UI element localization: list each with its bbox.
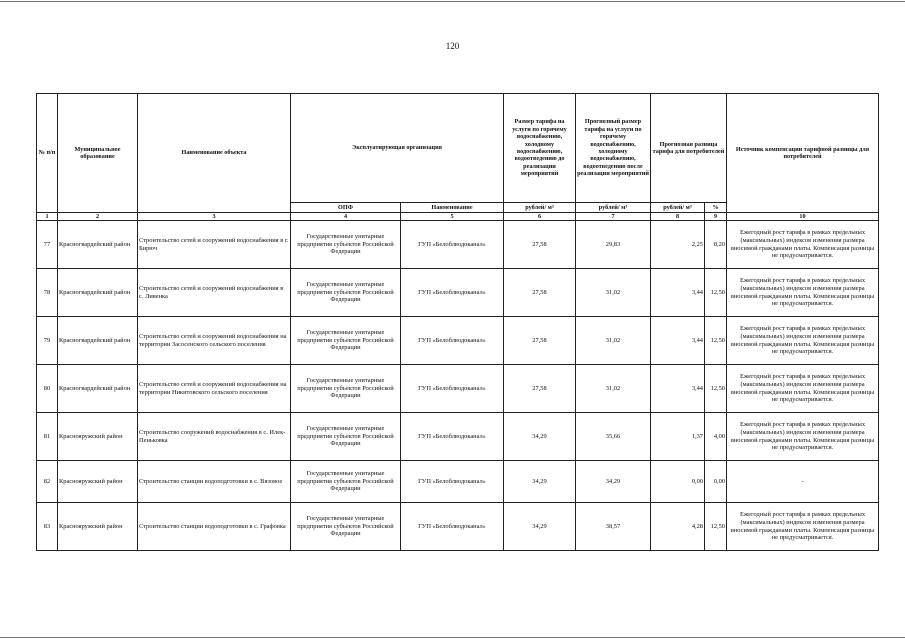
column-number-row xyxy=(37,213,879,221)
cell-municipality: Красногвардейский район xyxy=(58,269,138,317)
header-diff: Прогнозная разница тарифа для потребителей xyxy=(651,94,727,203)
cell-forecast: 31,02 xyxy=(576,269,651,317)
cell-no: 83 xyxy=(37,503,58,551)
cell-org: ГУП «Белоблводоканал» xyxy=(401,317,504,365)
cell-municipality: Краснояружский район xyxy=(58,503,138,551)
column-number: 6 xyxy=(504,213,576,221)
subheader-name: Наименование xyxy=(401,203,504,213)
cell-forecast: 31,02 xyxy=(576,317,651,365)
cell-tariff: 27,58 xyxy=(504,317,576,365)
header-no: № п/п xyxy=(37,94,58,213)
cell-tariff: 27,58 xyxy=(504,221,576,269)
cell-source: Ежегодный рост тарифа в рамках предельных (максимальных) индексов изменения размера вносимой гражданами платы. Компенсация разницы не предусматривается. xyxy=(727,365,879,413)
cell-tariff: 27,58 xyxy=(504,269,576,317)
cell-pct: 12,50 xyxy=(705,269,727,317)
cell-no: 80 xyxy=(37,365,58,413)
cell-tariff: 34,29 xyxy=(504,413,576,461)
cell-forecast: 31,02 xyxy=(576,365,651,413)
cell-tariff: 34,29 xyxy=(504,461,576,503)
cell-forecast: 35,66 xyxy=(576,413,651,461)
cell-opf: Государственные унитарные предприятия субъектов Российской Федерации xyxy=(291,413,401,461)
table-row xyxy=(37,365,879,413)
cell-diff: 0,00 xyxy=(651,461,705,503)
cell-diff: 1,37 xyxy=(651,413,705,461)
table-row xyxy=(37,413,879,461)
cell-object: Строительство станции водоподготовки в с. Вязовое xyxy=(138,461,291,503)
cell-diff: 4,28 xyxy=(651,503,705,551)
cell-opf: Государственные унитарные предприятия субъектов Российской Федерации xyxy=(291,269,401,317)
column-number: 3 xyxy=(138,213,291,221)
column-number: 9 xyxy=(705,213,727,221)
cell-org: ГУП «Белоблводоканал» xyxy=(401,365,504,413)
table-row xyxy=(37,461,879,503)
cell-pct: 12,50 xyxy=(705,365,727,413)
cell-org: ГУП «Белоблводоканал» xyxy=(401,503,504,551)
cell-source: Ежегодный рост тарифа в рамках предельных (максимальных) индексов изменения размера вносимой гражданами платы. Компенсация разницы не предусматривается. xyxy=(727,317,879,365)
cell-diff: 3,44 xyxy=(651,365,705,413)
cell-pct: 4,00 xyxy=(705,413,727,461)
cell-diff: 3,44 xyxy=(651,269,705,317)
cell-forecast: 29,83 xyxy=(576,221,651,269)
cell-source: Ежегодный рост тарифа в рамках предельных (максимальных) индексов изменения размера вносимой гражданами платы. Компенсация разницы не предусматривается. xyxy=(727,503,879,551)
cell-municipality: Красногвардейский район xyxy=(58,365,138,413)
cell-object: Строительство станции водоподготовки в с. Графовка xyxy=(138,503,291,551)
table-row xyxy=(37,269,879,317)
subheader-percent: % xyxy=(705,203,727,213)
cell-forecast: 34,29 xyxy=(576,461,651,503)
page-number: 120 xyxy=(445,41,460,51)
cell-tariff: 34,29 xyxy=(504,503,576,551)
cell-diff: 2,25 xyxy=(651,221,705,269)
cell-object: Строительство сетей и сооружений водоснабжения на территории Засосенского сельского поселения xyxy=(138,317,291,365)
table-row xyxy=(37,503,879,551)
cell-object: Строительство сетей и сооружений водоснабжения в г. Бирюч xyxy=(138,221,291,269)
cell-pct: 8,20 xyxy=(705,221,727,269)
subheader-unit-diff: рублей/ м³ xyxy=(651,203,705,213)
subheader-unit-forecast: рублей/ м³ xyxy=(576,203,651,213)
column-number: 7 xyxy=(576,213,651,221)
column-number: 10 xyxy=(727,213,879,221)
cell-opf: Государственные унитарные предприятия субъектов Российской Федерации xyxy=(291,317,401,365)
cell-no: 82 xyxy=(37,461,58,503)
subheader-unit-tariff: рублей/ м³ xyxy=(504,203,576,213)
cell-pct: 12,50 xyxy=(705,503,727,551)
cell-no: 79 xyxy=(37,317,58,365)
cell-pct: 12,50 xyxy=(705,317,727,365)
cell-object: Строительство сетей и сооружений водоснабжения на территории Никитовского сельского поселения xyxy=(138,365,291,413)
cell-municipality: Краснояружский район xyxy=(58,461,138,503)
header-operator: Эксплуатирующая организация xyxy=(291,94,504,203)
tariff-table xyxy=(36,93,879,551)
header-forecast: Прогнозный размер тарифа на услуги по горячему водоснабжению, холодному водоснабжению, водоотведению после реализации мероприятий xyxy=(576,94,651,203)
cell-org: ГУП «Белоблводоканал» xyxy=(401,269,504,317)
cell-municipality: Красногвардейский район xyxy=(58,317,138,365)
cell-forecast: 38,57 xyxy=(576,503,651,551)
cell-object: Строительство сооружений водоснабжения в с. Илек-Пеньковка xyxy=(138,413,291,461)
header-municipality: Муниципальное образование xyxy=(58,94,138,213)
scan-line-bottom xyxy=(0,637,905,638)
column-number: 8 xyxy=(651,213,705,221)
cell-municipality: Красногвардейский район xyxy=(58,221,138,269)
cell-org: ГУП «Белоблводоканал» xyxy=(401,413,504,461)
cell-pct: 0,00 xyxy=(705,461,727,503)
subheader-opf: ОПФ xyxy=(291,203,401,213)
cell-municipality: Краснояружский район xyxy=(58,413,138,461)
cell-source: Ежегодный рост тарифа в рамках предельных (максимальных) индексов изменения размера вносимой гражданами платы. Компенсация разницы не предусматривается. xyxy=(727,413,879,461)
cell-tariff: 27,58 xyxy=(504,365,576,413)
table-row xyxy=(37,317,879,365)
header-source: Источник компенсации тарифной разницы для потребителей xyxy=(727,94,879,213)
cell-diff: 3,44 xyxy=(651,317,705,365)
cell-org: ГУП «Белоблводоканал» xyxy=(401,221,504,269)
cell-opf: Государственные унитарные предприятия субъектов Российской Федерации xyxy=(291,461,401,503)
cell-opf: Государственные унитарные предприятия субъектов Российской Федерации xyxy=(291,365,401,413)
scan-line-top xyxy=(0,1,905,2)
header-object: Наименование объекта xyxy=(138,94,291,213)
cell-source: - xyxy=(727,461,879,503)
table-row xyxy=(37,221,879,269)
column-number: 1 xyxy=(37,213,58,221)
cell-no: 77 xyxy=(37,221,58,269)
column-number: 4 xyxy=(291,213,401,221)
column-number: 5 xyxy=(401,213,504,221)
header-tariff: Размер тарифа на услуги по горячему водоснабжению, холодному водоснабжению, водоотведению до реализации мероприятий xyxy=(504,94,576,203)
cell-opf: Государственные унитарные предприятия субъектов Российской Федерации xyxy=(291,503,401,551)
cell-opf: Государственные унитарные предприятия субъектов Российской Федерации xyxy=(291,221,401,269)
cell-source: Ежегодный рост тарифа в рамках предельных (максимальных) индексов изменения размера вносимой гражданами платы. Компенсация разницы не предусматривается. xyxy=(727,269,879,317)
cell-object: Строительство сетей и сооружений водоснабжения в с. Ливенка xyxy=(138,269,291,317)
column-number: 2 xyxy=(58,213,138,221)
cell-org: ГУП «Белоблводоканал» xyxy=(401,461,504,503)
cell-no: 81 xyxy=(37,413,58,461)
cell-source: Ежегодный рост тарифа в рамках предельных (максимальных) индексов изменения размера вносимой гражданами платы. Компенсация разницы не предусматривается. xyxy=(727,221,879,269)
cell-no: 78 xyxy=(37,269,58,317)
